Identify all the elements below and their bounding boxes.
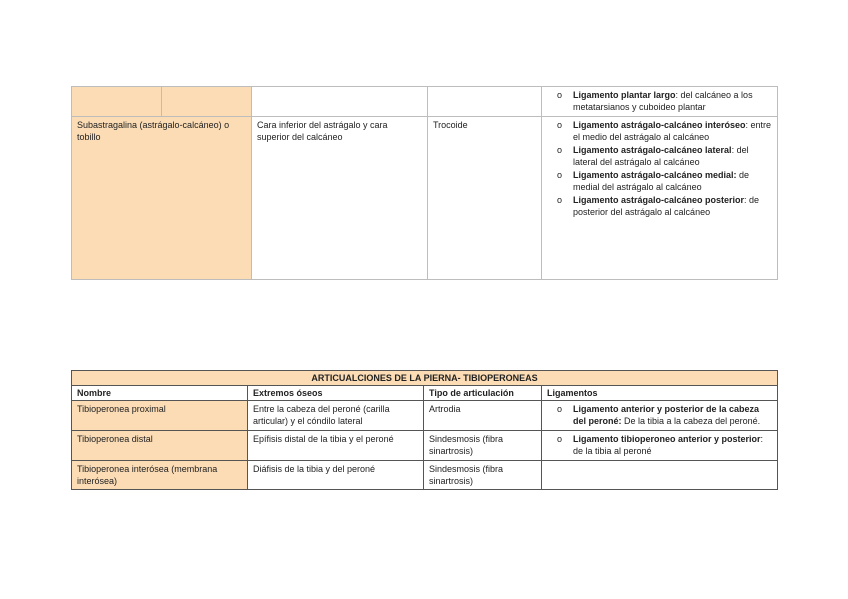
table-title: ARTICUALCIONES DE LA PIERNA- TIBIOPERONEAS bbox=[72, 371, 778, 386]
nombre-cell bbox=[72, 117, 252, 280]
list-item: o Ligamento astrágalo-calcáneo lateral: del lateral del astrágalo al calcáneo bbox=[547, 144, 772, 168]
ligament-list bbox=[547, 403, 772, 427]
extremos-cell: Epífisis distal de la tibia y el peroné bbox=[248, 431, 424, 461]
list-item: o Ligamento astrágalo-calcáneo posterior: de posterior del astrágalo al calcáneo bbox=[547, 194, 772, 218]
list-item: o Ligamento astrágalo-calcáneo interóseo: entre el medio del astrágalo al calcáneo bbox=[547, 119, 772, 143]
nombre-cell: Tibioperonea interósea (membrana interósea) bbox=[72, 461, 248, 490]
extremos-text: Cara inferior del astrágalo y cara superior del calcáneo bbox=[257, 120, 388, 142]
table-title-row bbox=[72, 371, 778, 386]
extremos-cell: Entre la cabeza del peroné (carilla articular) y el cóndilo lateral bbox=[248, 401, 424, 431]
table-cell bbox=[428, 87, 542, 117]
tipo-cell bbox=[428, 117, 542, 280]
table-header-row bbox=[72, 386, 778, 401]
ligament-list bbox=[547, 119, 772, 218]
table-cell bbox=[162, 87, 252, 117]
column-header: Extremos óseos bbox=[248, 386, 424, 401]
column-header: Ligamentos bbox=[542, 386, 778, 401]
list-item: o Ligamento anterior y posterior de la cabeza del peroné: De la tibia a la cabeza del peroné. bbox=[547, 403, 772, 427]
ligament-list bbox=[547, 89, 772, 113]
ligament-list bbox=[547, 433, 772, 457]
table-tibioperoneas bbox=[71, 370, 778, 490]
list-item: o Ligamento astrágalo-calcáneo medial: de medial del astrágalo al calcáneo bbox=[547, 169, 772, 193]
ligamentos-cell bbox=[542, 117, 778, 280]
list-item: o Ligamento tibioperoneo anterior y posterior: de la tibia al peroné bbox=[547, 433, 772, 457]
nombre-text: Subastragalina (astrágalo-calcáneo) o tobillo bbox=[77, 120, 230, 142]
table-row bbox=[72, 461, 778, 490]
table-row bbox=[72, 431, 778, 461]
ligamentos-cell bbox=[542, 461, 778, 490]
table-cell bbox=[72, 87, 162, 117]
ligamentos-cell bbox=[542, 87, 778, 117]
column-header: Nombre bbox=[72, 386, 248, 401]
nombre-cell: Tibioperonea proximal bbox=[72, 401, 248, 431]
ligamentos-cell bbox=[542, 401, 778, 431]
tipo-cell: Sindesmosis (fibra sinartrosis) bbox=[424, 461, 542, 490]
ligamentos-cell bbox=[542, 431, 778, 461]
table-subastragalina bbox=[71, 86, 778, 280]
extremos-cell: Diáfisis de la tibia y del peroné bbox=[248, 461, 424, 490]
table-row bbox=[72, 87, 778, 117]
tipo-cell: Artrodia bbox=[424, 401, 542, 431]
column-header: Tipo de articulación bbox=[424, 386, 542, 401]
table-row bbox=[72, 401, 778, 431]
tipo-text: Trocoide bbox=[433, 120, 468, 130]
table-cell bbox=[252, 87, 428, 117]
table-row bbox=[72, 117, 778, 280]
list-item: o Ligamento plantar largo: del calcáneo a los metatarsianos y cuboideo plantar bbox=[547, 89, 772, 113]
tipo-cell: Sindesmosis (fibra sinartrosis) bbox=[424, 431, 542, 461]
extremos-cell bbox=[252, 117, 428, 280]
nombre-cell: Tibioperonea distal bbox=[72, 431, 248, 461]
